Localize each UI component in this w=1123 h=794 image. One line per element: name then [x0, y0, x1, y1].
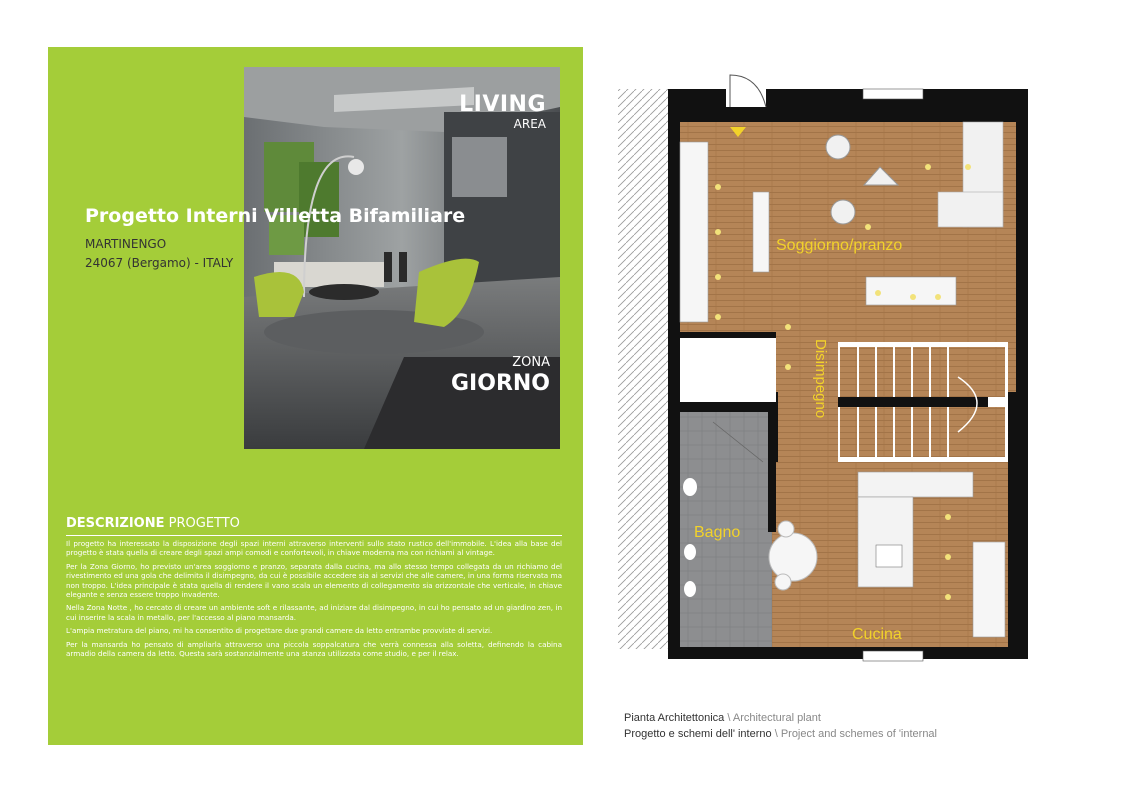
giorno-label: GIORNO: [451, 371, 550, 396]
zona-label: ZONA: [512, 355, 550, 370]
toilet-icon: [684, 581, 696, 597]
caption-bold: Pianta Architettonica: [624, 712, 725, 724]
cooktop: [858, 472, 973, 497]
room-label-soggiorno: Soggiorno/pranzo: [776, 237, 903, 254]
project-title: Progetto Interni Villetta Bifamiliare: [85, 205, 466, 227]
zona-giorno-title: [451, 355, 550, 397]
tv-unit: [753, 192, 769, 272]
description-paragraph: Per la Zona Giorno, ho previsto un'area soggiorno e pranzo, separata dalla cucina, ma allo stesso tempo collegata da un richiamo del rivestimento ed una gola che delimita il disimpegno, da cui è possibile accedere sia ai servizi che alle camere, in una forma riservata ma non troppo. L'idea principale è stata quella di rendere il vano scala un elemento di collegamento sia orizzontale che verticale, in chiave elegante e senza essere troppo invadente.: [66, 561, 562, 600]
project-city: MARTINENGO: [85, 237, 167, 251]
description-heading-bold: DESCRIZIONE: [66, 516, 165, 531]
sideboard: [680, 142, 708, 322]
room-label-disimpegno: Disimpegno: [812, 339, 829, 419]
closet: [680, 337, 776, 402]
kitchen-island: [858, 497, 913, 587]
area-label: AREA: [513, 117, 546, 131]
sink-icon: [683, 478, 697, 496]
sink-icon: [876, 545, 902, 567]
armchair: [831, 200, 855, 224]
description-heading: [66, 516, 240, 531]
room-label-bagno: Bagno: [694, 524, 741, 541]
window: [863, 89, 923, 99]
round-table: [769, 533, 817, 581]
caption-light: Project and schemes of 'internal: [780, 728, 937, 740]
staircase: [838, 347, 1005, 457]
room-label-cucina: Cucina: [852, 626, 902, 643]
description-divider: [66, 535, 562, 536]
floor-plan-drawing: [618, 67, 1038, 707]
description-paragraph: Per la mansarda ho pensato di ampliarla attraverso una piccola soppalcatura che verrà connessa alla soletta, definendo la cabina armadio della camera da letto. Questa sarà sostanzialmente una stanza utilizzata come studio, e per il relax.: [66, 639, 562, 659]
interior-render: [244, 67, 560, 449]
caption-light: Architectural plant: [732, 712, 821, 724]
bidet-icon: [684, 544, 696, 560]
caption-separator: \: [774, 728, 778, 740]
description-paragraph: Nella Zona Notte , ho cercato di creare un ambiente soft e rilassante, ad iniziare dal disimpegno, in cui ho pensato ad un giardino zen, in cui inserire la scala in metallo, per l'accesso al piano mansarda.: [66, 603, 562, 622]
description-paragraph: L'ampia metratura del piano, mi ha consentito di progettare due grandi camere da letto entrambe provviste di servizi.: [66, 626, 493, 636]
living-area-title: [459, 93, 546, 131]
plan-caption-line-1: [624, 712, 821, 724]
caption-separator: \: [727, 712, 731, 724]
caption-bold: Progetto e schemi dell' interno: [624, 728, 772, 740]
plan-caption-line-2: [624, 728, 937, 740]
kitchen-cabinets: [973, 542, 1005, 637]
living-label: LIVING: [459, 92, 546, 117]
floor-plan: [618, 67, 1038, 711]
description-body: [66, 539, 562, 662]
neighbor-wall: [618, 89, 668, 649]
armchair: [826, 135, 850, 159]
description-paragraph: Il progetto ha interessato la disposizione degli spazi interni attraverso interventi sullo stato rustico dell'immobile. L'idea alla base del progetto è stata quella di creare degli spazi ampi comodi e confortevoli, in chiave moderna ma con richiami al vintage.: [66, 539, 562, 558]
window: [863, 651, 923, 661]
project-address: 24067 (Bergamo) - ITALY: [85, 256, 234, 270]
description-heading-light: PROGETTO: [168, 516, 240, 531]
